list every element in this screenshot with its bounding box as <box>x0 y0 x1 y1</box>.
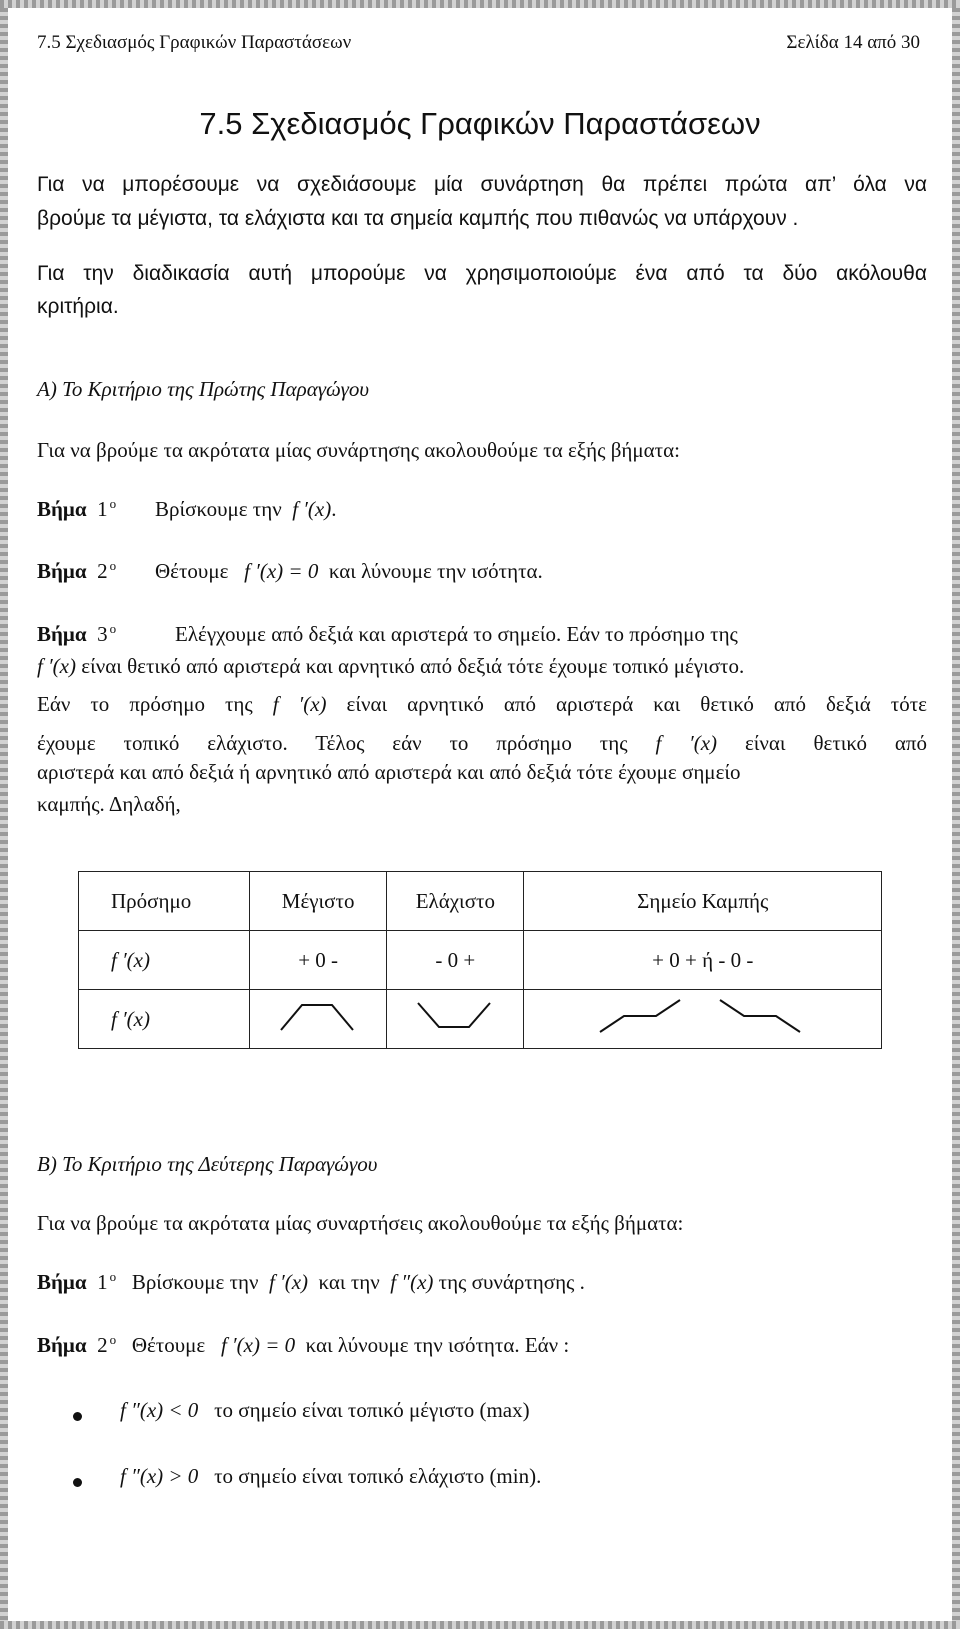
table-cell: - 0 + <box>387 931 524 990</box>
bullet-item-min: f ″(x) > 0 το σημείο είναι τοπικό ελάχιστο (min). <box>120 1464 542 1488</box>
step-3-line-3: Εάν το πρόσημο της f ′(x) είναι αρνητικό από αριστερά και θετικό από δεξιά τότε <box>37 692 927 716</box>
table-header-row <box>79 872 882 931</box>
page-border-top <box>0 0 960 8</box>
section-a-lead: Για να βρούμε τα ακρότατα μίας συνάρτησης ακολουθούμε τα εξής βήματα: <box>37 438 680 462</box>
step-3-line-4: έχουμε τοπικό ελάχιστο. Τέλος εάν το πρόσημο της f ′(x) είναι θετικό από <box>37 731 928 755</box>
bullet-item-max: f ″(x) < 0 το σημείο είναι τοπικό μέγιστο (max) <box>120 1398 530 1422</box>
table-header-cell: Ελάχιστο <box>387 872 524 931</box>
table-header-cell: Μέγιστο <box>250 872 387 931</box>
table-header-cell: Πρόσημο <box>79 872 250 931</box>
step-1-label: Βήμα 1 $^o$ <box>37 496 117 521</box>
section-b-step-1: Βήμα 1 $^o$ Βρίσκουμε την f ′(x) και την f ″(x) της συνάρτησης . <box>37 1269 585 1294</box>
inflection-shape-cell <box>524 990 882 1049</box>
intro-line-2: βρούμε τα μέγιστα, τα ελάχιστα και τα σημεία καμπής που πιθανώς να υπάρχουν . <box>37 207 799 230</box>
intro-line-3: Για την διαδικασία αυτή μπορούμε να χρησιμοποιούμε ένα από τα δύο ακόλουθα <box>37 262 927 285</box>
page-number: Σελίδα 14 από 30 <box>786 32 920 53</box>
step-3-line-5: αριστερά και από δεξιά ή αρνητικό από αριστερά και από δεξιά τότε έχουμε σημείο <box>37 760 741 784</box>
maximum-shape-icon <box>278 999 358 1033</box>
step-3-label: Βήμα 3 $^o$ <box>37 621 117 646</box>
minimum-shape-cell <box>387 990 524 1049</box>
section-b-step-2: Βήμα 2 $^o$ Θέτουμε f ′(x) = 0 και λύνουμε την ισότητα. Εάν : <box>37 1332 570 1357</box>
section-b-heading: Β) Το Κριτήριο της Δεύτερης Παραγώγου <box>37 1152 378 1176</box>
intro-line-4: κριτήρια. <box>37 295 119 318</box>
step-3-line-1: Ελέγχουμε από δεξιά και αριστερά το σημείο. Εάν το πρόσημο της <box>175 622 738 646</box>
section-a-heading: Α) Το Κριτήριο της Πρώτης Παραγώγου <box>37 377 370 401</box>
maximum-shape-cell <box>250 990 387 1049</box>
step-3-line-6: καμπής. Δηλαδή, <box>37 792 181 816</box>
bullet-marker <box>73 1412 82 1421</box>
page-border-right <box>952 0 960 1629</box>
step-3-line-2: f ′(x) είναι θετικό από αριστερά και αρνητικό από δεξιά τότε έχουμε τοπικό μέγιστο. <box>37 654 745 678</box>
page-border-left <box>0 0 8 1629</box>
sign-table <box>78 871 882 1049</box>
table-header-cell: Σημείο Καμπής <box>524 872 882 931</box>
table-cell: f ′(x) <box>79 990 250 1049</box>
minimum-shape-icon <box>415 999 495 1033</box>
page-border-bottom <box>0 1621 960 1629</box>
table-cell: f ′(x) <box>79 931 250 990</box>
table-cell: + 0 - <box>250 931 387 990</box>
table-row <box>79 990 882 1049</box>
table-cell: + 0 + ή - 0 - <box>524 931 882 990</box>
inflection-shape-icon <box>598 996 808 1036</box>
running-header-title: 7.5 Σχεδιασμός Γραφικών Παραστάσεων <box>37 32 352 53</box>
bullet-marker <box>73 1478 82 1487</box>
intro-line-1: Για να μπορέσουμε να σχεδιάσουμε μία συνάρτηση θα πρέπει πρώτα απ’ όλα να <box>37 173 927 196</box>
table-row <box>79 931 882 990</box>
section-b-lead: Για να βρούμε τα ακρότατα μίας συναρτήσεις ακολουθούμε τα εξής βήματα: <box>37 1211 684 1235</box>
page-title: 7.5 Σχεδιασμός Γραφικών Παραστάσεων <box>199 106 761 141</box>
step-2-label: Βήμα 2 $^o$ <box>37 558 117 583</box>
step-1-text: Βρίσκουμε την f ′(x). <box>155 497 337 521</box>
step-2-text: Θέτουμε f ′(x) = 0 και λύνουμε την ισότητα. <box>155 559 543 583</box>
